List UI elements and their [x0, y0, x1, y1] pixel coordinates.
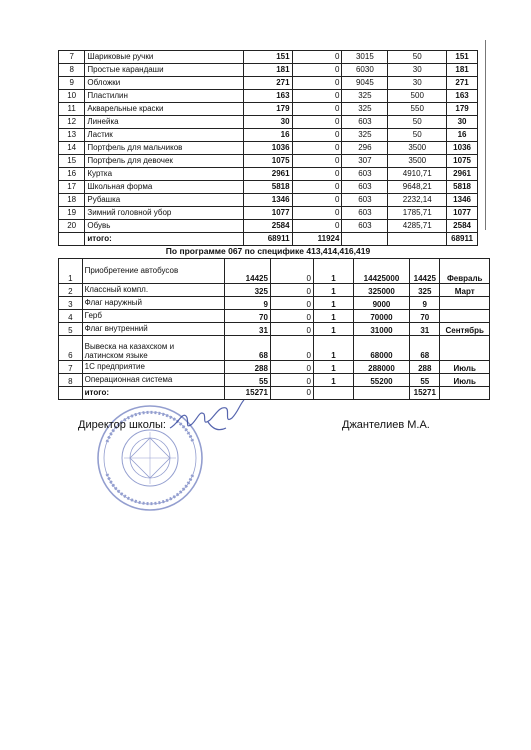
item-price: 50 [388, 51, 447, 64]
item-value: 0 [270, 297, 313, 310]
item-price: 50 [388, 129, 447, 142]
item-total: 271 [447, 77, 478, 90]
item-price: 30 [388, 64, 447, 77]
item-count: 1 [314, 297, 354, 310]
item-amount: 163 [243, 90, 292, 103]
row-number: 5 [59, 323, 83, 336]
item-count: 603 [342, 220, 388, 233]
item-amount: 68 [225, 336, 271, 361]
empty-cell [342, 233, 388, 246]
item-amount: 181 [243, 64, 292, 77]
item-count: 1 [314, 336, 354, 361]
row-number: 6 [59, 336, 83, 361]
item-name: Операционная система [82, 374, 225, 387]
total-amount: 68911 [243, 233, 292, 246]
item-name: Акварельные краски [85, 103, 243, 116]
item-total: 1075 [447, 155, 478, 168]
item-value: 0 [270, 336, 313, 361]
item-count: 603 [342, 181, 388, 194]
item-count: 603 [342, 194, 388, 207]
item-total: 179 [447, 103, 478, 116]
row-number: 8 [59, 374, 83, 387]
item-total: 288 [410, 361, 440, 374]
empty-cell [314, 387, 354, 400]
delivery-month [440, 297, 490, 310]
table-row [59, 323, 490, 336]
row-number: 3 [59, 297, 83, 310]
item-price: 4285,71 [388, 220, 447, 233]
item-total: 181 [447, 64, 478, 77]
item-count: 6030 [342, 64, 388, 77]
row-number: 19 [59, 207, 85, 220]
total-label: итого: [82, 387, 225, 400]
empty-cell [353, 387, 409, 400]
delivery-month [440, 310, 490, 323]
item-value: 0 [292, 168, 342, 181]
row-number: 8 [59, 64, 85, 77]
item-value: 0 [270, 284, 313, 297]
item-value: 0 [270, 323, 313, 336]
item-name: Ластик [85, 129, 243, 142]
item-value: 0 [292, 64, 342, 77]
item-name: Обувь [85, 220, 243, 233]
table-row [59, 259, 490, 284]
item-amount: 1036 [243, 142, 292, 155]
item-name: Флаг наружный [82, 297, 225, 310]
item-amount: 151 [243, 51, 292, 64]
item-value: 0 [292, 220, 342, 233]
item-amount: 31 [225, 323, 271, 336]
item-amount: 14425 [225, 259, 271, 284]
table-row [59, 220, 478, 233]
table-row [59, 284, 490, 297]
item-total: 1036 [447, 142, 478, 155]
table-row [59, 168, 478, 181]
row-number: 4 [59, 310, 83, 323]
item-amount: 288 [225, 361, 271, 374]
item-name: Портфель для девочек [85, 155, 243, 168]
item-amount: 271 [243, 77, 292, 90]
item-price: 288000 [353, 361, 409, 374]
item-price: 3500 [388, 155, 447, 168]
program-067-table [58, 258, 490, 400]
item-value: 0 [292, 103, 342, 116]
table-row [59, 310, 490, 323]
item-price: 3500 [388, 142, 447, 155]
item-total: 1346 [447, 194, 478, 207]
delivery-month: Июль [440, 361, 490, 374]
total-value: 0 [270, 387, 313, 400]
row-number: 7 [59, 361, 83, 374]
item-price: 550 [388, 103, 447, 116]
table-row [59, 181, 478, 194]
table-row [59, 129, 478, 142]
item-price: 325000 [353, 284, 409, 297]
row-number: 10 [59, 90, 85, 103]
row-number: 1 [59, 259, 83, 284]
table-row [59, 90, 478, 103]
program-heading: По программе 067 по специфике 413,414,416,419 [165, 246, 371, 256]
item-total: 30 [447, 116, 478, 129]
total-value: 11924 [292, 233, 342, 246]
item-amount: 1075 [243, 155, 292, 168]
item-price: 14425000 [353, 259, 409, 284]
item-value: 0 [292, 194, 342, 207]
item-count: 1 [314, 259, 354, 284]
item-price: 50 [388, 116, 447, 129]
total-row [59, 387, 490, 400]
total-sum: 68911 [447, 233, 478, 246]
item-value: 0 [292, 116, 342, 129]
row-number: 15 [59, 155, 85, 168]
item-total: 68 [410, 336, 440, 361]
item-name: Шариковые ручки [85, 51, 243, 64]
item-count: 296 [342, 142, 388, 155]
item-name: Флаг внутренний [82, 323, 225, 336]
item-name: Обложки [85, 77, 243, 90]
table-row [59, 103, 478, 116]
table-row [59, 64, 478, 77]
item-amount: 70 [225, 310, 271, 323]
item-value: 0 [292, 142, 342, 155]
table-row [59, 297, 490, 310]
item-total: 16 [447, 129, 478, 142]
item-price: 68000 [353, 336, 409, 361]
item-count: 603 [342, 168, 388, 181]
item-price: 2232,14 [388, 194, 447, 207]
item-price: 70000 [353, 310, 409, 323]
table-row [59, 155, 478, 168]
table-row [59, 194, 478, 207]
item-name: Классный компл. [82, 284, 225, 297]
item-amount: 1077 [243, 207, 292, 220]
item-amount: 2961 [243, 168, 292, 181]
item-price: 30 [388, 77, 447, 90]
item-amount: 5818 [243, 181, 292, 194]
item-count: 1 [314, 361, 354, 374]
item-count: 603 [342, 116, 388, 129]
item-price: 55200 [353, 374, 409, 387]
item-total: 2584 [447, 220, 478, 233]
item-name: Рубашка [85, 194, 243, 207]
item-amount: 2584 [243, 220, 292, 233]
table-row [59, 51, 478, 64]
row-number: 20 [59, 220, 85, 233]
delivery-month: Февраль [440, 259, 490, 284]
item-amount: 30 [243, 116, 292, 129]
item-count: 3015 [342, 51, 388, 64]
item-count: 603 [342, 207, 388, 220]
item-amount: 1346 [243, 194, 292, 207]
total-sum: 15271 [410, 387, 440, 400]
item-count: 9045 [342, 77, 388, 90]
item-name-line: Вывеска на казахском и [84, 341, 175, 351]
item-name-line: латинском языке [84, 350, 148, 360]
item-name: Зимний головной убор [85, 207, 243, 220]
total-row [59, 233, 478, 246]
item-price: 31000 [353, 323, 409, 336]
item-name: Куртка [85, 168, 243, 181]
delivery-month [440, 336, 490, 361]
delivery-month: Март [440, 284, 490, 297]
item-count: 325 [342, 103, 388, 116]
item-name: Герб [82, 310, 225, 323]
item-count: 325 [342, 129, 388, 142]
item-value: 0 [270, 361, 313, 374]
row-number: 18 [59, 194, 85, 207]
row-number: 9 [59, 77, 85, 90]
item-value: 0 [270, 259, 313, 284]
item-total: 2961 [447, 168, 478, 181]
table-row [59, 77, 478, 90]
supplies-table [58, 50, 478, 246]
row-number: 14 [59, 142, 85, 155]
signature-icon [168, 398, 248, 438]
item-total: 9 [410, 297, 440, 310]
table-row [59, 374, 490, 387]
item-price: 9648,21 [388, 181, 447, 194]
item-count: 1 [314, 323, 354, 336]
row-number: 13 [59, 129, 85, 142]
item-value: 0 [292, 77, 342, 90]
empty-cell [440, 387, 490, 400]
item-total: 1077 [447, 207, 478, 220]
total-amount: 15271 [225, 387, 271, 400]
item-name [82, 336, 225, 361]
director-label: Директор школы: [78, 419, 166, 431]
total-label: итого: [85, 233, 243, 246]
row-number: 7 [59, 51, 85, 64]
page-margin-line [485, 40, 486, 230]
item-count: 1 [314, 284, 354, 297]
item-name: Портфель для мальчиков [85, 142, 243, 155]
item-total: 151 [447, 51, 478, 64]
item-total: 14425 [410, 259, 440, 284]
row-number: 11 [59, 103, 85, 116]
delivery-month: Сентябрь [440, 323, 490, 336]
item-price: 500 [388, 90, 447, 103]
item-total: 325 [410, 284, 440, 297]
item-count: 307 [342, 155, 388, 168]
item-total: 55 [410, 374, 440, 387]
item-value: 0 [270, 310, 313, 323]
delivery-month: Июль [440, 374, 490, 387]
item-name: Школьная форма [85, 181, 243, 194]
item-amount: 16 [243, 129, 292, 142]
item-amount: 325 [225, 284, 271, 297]
row-number: 17 [59, 181, 85, 194]
table-row [59, 116, 478, 129]
item-amount: 9 [225, 297, 271, 310]
item-value: 0 [292, 207, 342, 220]
item-total: 163 [447, 90, 478, 103]
row-number: 16 [59, 168, 85, 181]
item-total: 31 [410, 323, 440, 336]
item-total: 5818 [447, 181, 478, 194]
item-count: 1 [314, 374, 354, 387]
item-value: 0 [292, 181, 342, 194]
row-number: 2 [59, 284, 83, 297]
item-total: 70 [410, 310, 440, 323]
table-row [59, 361, 490, 374]
item-amount: 179 [243, 103, 292, 116]
item-price: 1785,71 [388, 207, 447, 220]
item-value: 0 [270, 374, 313, 387]
item-name: Линейка [85, 116, 243, 129]
item-price: 4910,71 [388, 168, 447, 181]
item-name: Простые карандаши [85, 64, 243, 77]
item-value: 0 [292, 90, 342, 103]
item-name: Приобретение автобусов [82, 259, 225, 284]
item-value: 0 [292, 129, 342, 142]
table-row [59, 336, 490, 361]
item-name: 1С предприятие [82, 361, 225, 374]
item-count: 325 [342, 90, 388, 103]
item-amount: 55 [225, 374, 271, 387]
empty-cell [59, 233, 85, 246]
item-value: 0 [292, 51, 342, 64]
item-name: Пластилин [85, 90, 243, 103]
item-value: 0 [292, 155, 342, 168]
empty-cell [388, 233, 447, 246]
table-row [59, 207, 478, 220]
empty-cell [59, 387, 83, 400]
item-price: 9000 [353, 297, 409, 310]
director-name: Джантелиев М.А. [342, 419, 430, 431]
row-number: 12 [59, 116, 85, 129]
item-count: 1 [314, 310, 354, 323]
table-row [59, 142, 478, 155]
